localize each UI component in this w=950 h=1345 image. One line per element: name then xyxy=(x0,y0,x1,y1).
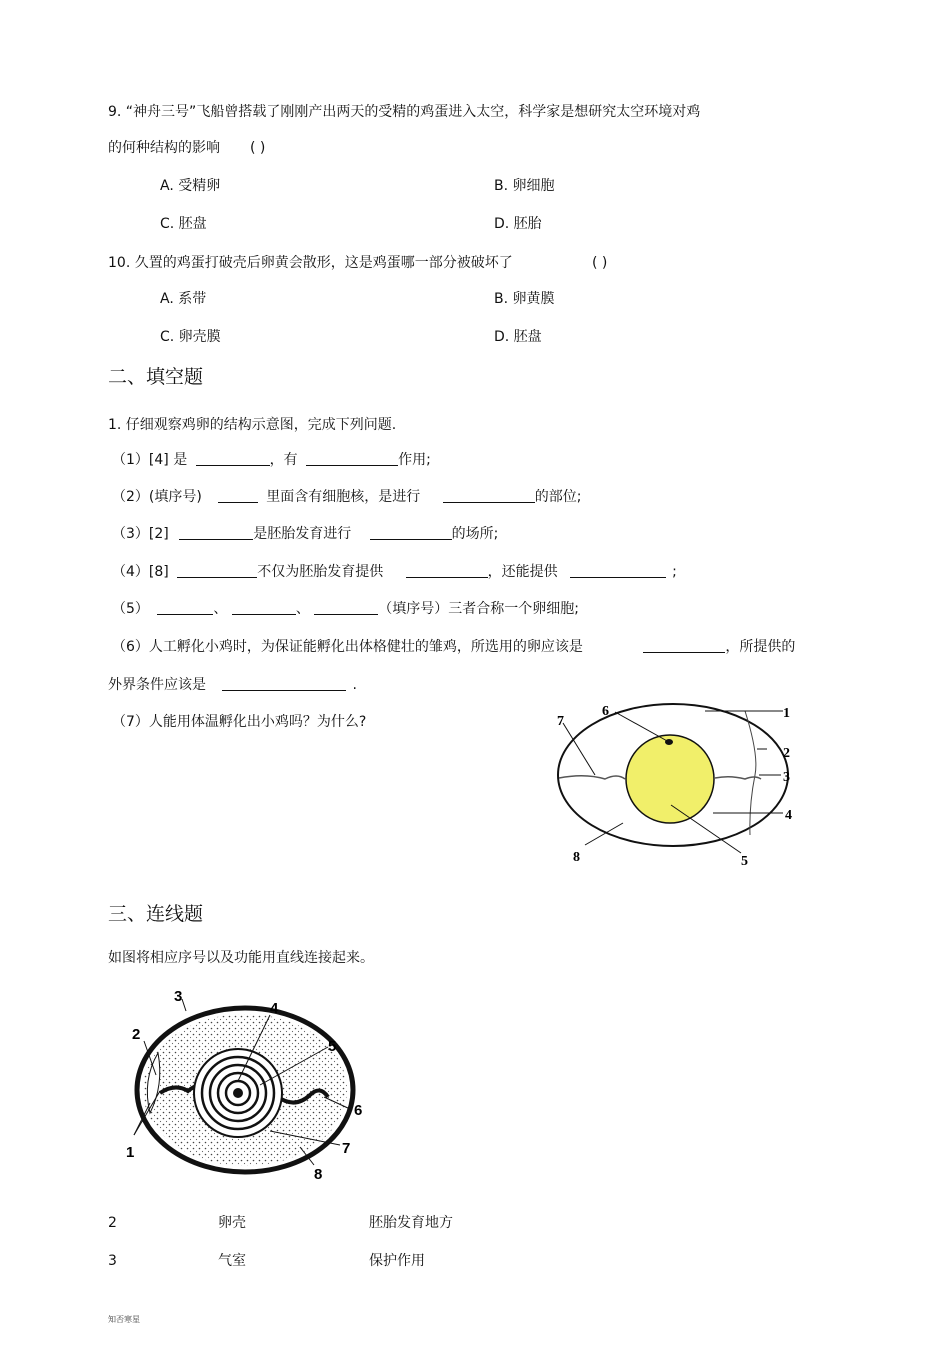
label-7: 7 xyxy=(557,714,564,729)
section2-intro: 1. 仔细观察鸡卵的结构示意图，完成下列问题. xyxy=(108,417,397,433)
match-row-2-num: 3 xyxy=(108,1253,117,1269)
label-4: 4 xyxy=(270,1000,279,1017)
q9-option-d: D. 胚胎 xyxy=(494,216,542,232)
q1-part-c: 作用; xyxy=(398,452,431,468)
label-6: 6 xyxy=(354,1102,363,1119)
q2-blank-2[interactable] xyxy=(443,488,535,503)
match-row-1-func[interactable]: 胚胎发育地方 xyxy=(369,1215,453,1231)
q2-part-b: 里面含有细胞核，是进行 xyxy=(266,489,421,505)
egg-structure-diagram xyxy=(545,695,815,870)
label-3: 3 xyxy=(174,988,183,1005)
label-6: 6 xyxy=(602,704,609,719)
q10-answer-paren: ( ) xyxy=(592,255,608,271)
q7-text: （7）人能用体温孵化出小鸡吗？为什么? xyxy=(112,714,367,730)
q2-part-c: 的部位; xyxy=(534,489,582,505)
q3-line xyxy=(112,524,498,544)
q2-line xyxy=(112,487,581,507)
q1-blank-1[interactable] xyxy=(196,451,270,466)
q9-line1: 9. “神舟三号”飞船曾搭载了刚刚产出两天的受精的鸡蛋进入太空，科学家是想研究太空环境对鸡 xyxy=(108,104,701,120)
label-3: 3 xyxy=(783,770,790,785)
q6-end: . xyxy=(352,677,357,693)
q9-answer-paren: ( ) xyxy=(250,140,266,156)
yolk-circle xyxy=(626,735,714,823)
q4-blank-3[interactable] xyxy=(570,563,666,578)
section2-heading: 二、填空题 xyxy=(108,366,204,388)
label-7: 7 xyxy=(342,1140,351,1157)
q6-blank-2[interactable] xyxy=(222,676,346,691)
q2-part-a: （2）(填序号) xyxy=(112,489,202,505)
q6-part-c: 外界条件应该是 xyxy=(108,677,206,693)
q10-option-d: D. 胚盘 xyxy=(494,329,542,345)
q5-blank-1[interactable] xyxy=(157,600,213,615)
q3-part-a: （3）[2] xyxy=(112,526,169,542)
q3-part-b: 是胚胎发育进行 xyxy=(253,526,352,542)
section3-heading: 三、连线题 xyxy=(108,903,204,925)
q6-part-a: （6）人工孵化小鸡时，为保证能孵化出体格健壮的雏鸡，所选用的卵应该是 xyxy=(112,639,583,655)
q10-option-b: B. 卵黄膜 xyxy=(494,291,555,307)
q1-blank-2[interactable] xyxy=(306,451,398,466)
label-2: 2 xyxy=(783,746,790,761)
label-5: 5 xyxy=(741,854,748,869)
germinal-disc xyxy=(233,1088,243,1098)
label-2: 2 xyxy=(132,1026,141,1043)
q2-blank-1[interactable] xyxy=(218,488,258,503)
q9-option-a: A. 受精卵 xyxy=(160,178,221,194)
leader-3 xyxy=(182,999,186,1011)
q5-part-a: （5） xyxy=(112,601,149,617)
q1-line xyxy=(112,450,431,470)
egg-matching-diagram xyxy=(120,985,380,1185)
q4-blank-2[interactable] xyxy=(406,563,488,578)
label-8: 8 xyxy=(573,850,580,865)
match-row-2-func[interactable]: 保护作用 xyxy=(369,1253,425,1269)
q9-option-c: C. 胚盘 xyxy=(160,216,207,232)
label-1: 1 xyxy=(783,706,790,721)
q10-option-c: C. 卵壳膜 xyxy=(160,329,221,345)
q4-part-d: ; xyxy=(672,564,677,580)
q5-sep-2: 、 xyxy=(295,601,310,617)
section3-intro: 如图将相应序号以及功能用直线连接起来。 xyxy=(108,950,374,966)
q3-blank-1[interactable] xyxy=(179,525,253,540)
q6-line1 xyxy=(112,637,795,657)
q9-option-b: B. 卵细胞 xyxy=(494,178,555,194)
q5-blank-2[interactable] xyxy=(232,600,296,615)
match-row-1-num: 2 xyxy=(108,1215,117,1231)
label-8: 8 xyxy=(314,1166,323,1183)
label-4: 4 xyxy=(785,808,792,823)
q5-blank-3[interactable] xyxy=(314,600,378,615)
q5-line xyxy=(112,599,579,619)
q4-part-b: 不仅为胚胎发育提供 xyxy=(257,564,384,580)
q1-part-a: （1）[4] 是 xyxy=(112,452,188,468)
q5-sep-1: 、 xyxy=(213,601,228,617)
q3-part-c: 的场所; xyxy=(451,526,499,542)
q1-part-b: ，有 xyxy=(269,452,298,468)
q4-blank-1[interactable] xyxy=(177,563,257,578)
q9-line2: 的何种结构的影响 xyxy=(108,140,220,156)
q10-text: 10. 久置的鸡蛋打破壳后卵黄会散形，这是鸡蛋哪一部分被破坏了 xyxy=(108,255,513,271)
match-row-1-part[interactable]: 卵壳 xyxy=(218,1215,246,1231)
q6-line2 xyxy=(108,675,357,695)
q3-blank-2[interactable] xyxy=(370,525,452,540)
q4-line xyxy=(112,562,677,582)
q6-part-b: ，所提供的 xyxy=(725,639,796,655)
label-1: 1 xyxy=(126,1144,135,1161)
q4-part-c: ，还能提供 xyxy=(487,564,558,580)
q4-part-a: （4）[8] xyxy=(112,564,169,580)
q5-part-b: （填序号）三者合称一个卵细胞; xyxy=(378,601,579,617)
page-footer: 知否寒星 xyxy=(108,1315,140,1324)
label-5: 5 xyxy=(328,1038,337,1055)
q10-option-a: A. 系带 xyxy=(160,291,207,307)
match-row-2-part[interactable]: 气室 xyxy=(218,1253,246,1269)
q6-blank-1[interactable] xyxy=(643,638,725,653)
